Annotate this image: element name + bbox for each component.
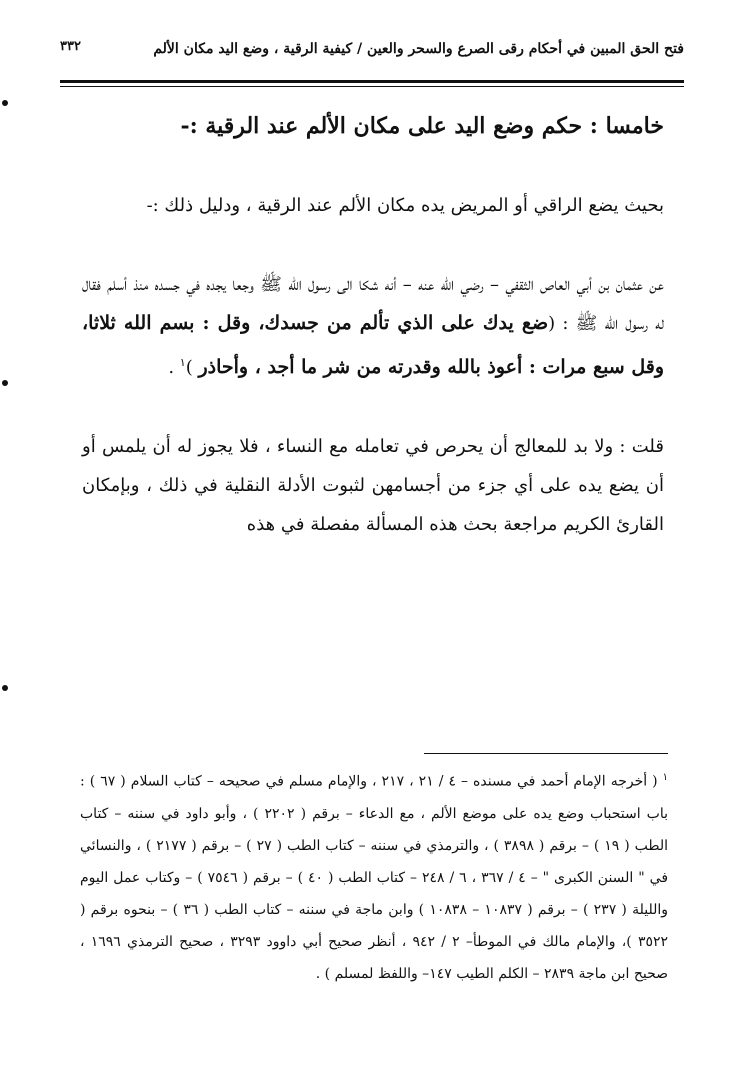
- body-text: [82, 96, 664, 544]
- hadith-end: .: [168, 357, 180, 378]
- hadith-closing: ): [185, 357, 193, 378]
- hadith-quote: ضع يدك على الذي تألم من جسدك، وقل : بسم الله ثلاثا، وقل سبع مرات : أعوذ بالله وقدرته من شر ما أجد ، وأحاذر: [82, 312, 664, 378]
- hadith-intro: عن عثمان بن أبي العاص الثقفي – رضي الله عنه – أنه شكا الى رسول الله ﷺ وجعا يجده في جسده منذ أسلم فقال له رسول الله ﷺ : (: [82, 274, 664, 334]
- hadith-paragraph: [82, 265, 664, 387]
- margin-mark: [2, 380, 8, 386]
- section-heading: خامسا : حكم وضع اليد على مكان الألم عند الرقية :-: [180, 113, 664, 139]
- footnote-text: ( أخرجه الإمام أحمد في مسنده – ٤ / ٢١ ، ٢١٧ ، والإمام مسلم في صحيحه – كتاب السلام ( ٦٧ ) : باب استحباب وضع يده على موضع الألم ، مع الدعاء – برقم ( ٢٢٠٢ ) ، وأبو داود في سننه – كتاب الطب ( ١٩ ) – برقم ( ٣٨٩٨ ) ، والترمذي في سننه – كتاب الطب ( ٢٧ ) – برقم ( ٢١٧٧ ) ، والنسائي في " السنن الكبرى " – ٤ / ٣٦٧ ، ٦ / ٢٤٨ – كتاب الطب ( ٤٠ ) – برقم ( ٧٥٤٦ ) – وكتاب عمل اليوم والليلة ( ٢٣٧ ) – برقم ( ١٠٨٣٧ – ١٠٨٣٨ ) وابن ماجة في سننه – كتاب الطب ( ٣٦ ) – بنحوه برقم ( ٣٥٢٢ )، والإمام مالك في الموطأ– ٢ / ٩٤٢ ، أنظر صحيح أبي داوود ٣٢٩٣ ، صحيح الترمذي ١٦٩٦ ، صحيح ابن ماجة ٢٨٣٩ – الكلم الطيب ١٤٧– واللفظ لمسلم ) .: [80, 773, 669, 982]
- page-number: ٣٣٢: [60, 39, 81, 54]
- running-header: [60, 32, 684, 80]
- footnote-number: ١: [662, 772, 669, 783]
- footnote: [80, 762, 668, 990]
- header-title: فتح الحق المبين في أحكام رقى الصرع والسحر والعين / كيفية الرقية ، وضع اليد مكان الألم: [153, 41, 684, 57]
- paragraph-1: بحيث يضع الراقي أو المريض يده مكان الألم عند الرقية ، ودليل ذلك :-: [146, 195, 664, 216]
- header-rule-thin: [60, 86, 684, 87]
- footnote-reference: ١: [179, 356, 186, 369]
- header-rule-thick: [60, 80, 684, 83]
- footnote-separator: [424, 753, 668, 754]
- margin-mark: [2, 100, 8, 106]
- paragraph-3: قلت : ولا بد للمعالج أن يحرص في تعامله مع النساء ، فلا يجوز له أن يلمس أو أن يضع يده على أي جزء من أجسامهن لثبوت الأدلة النقلية في ذلك ، وبإمكان القارئ الكريم مراجعة بحث هذه المسألة مفصلة في هذه: [82, 436, 664, 535]
- margin-mark: [2, 685, 8, 691]
